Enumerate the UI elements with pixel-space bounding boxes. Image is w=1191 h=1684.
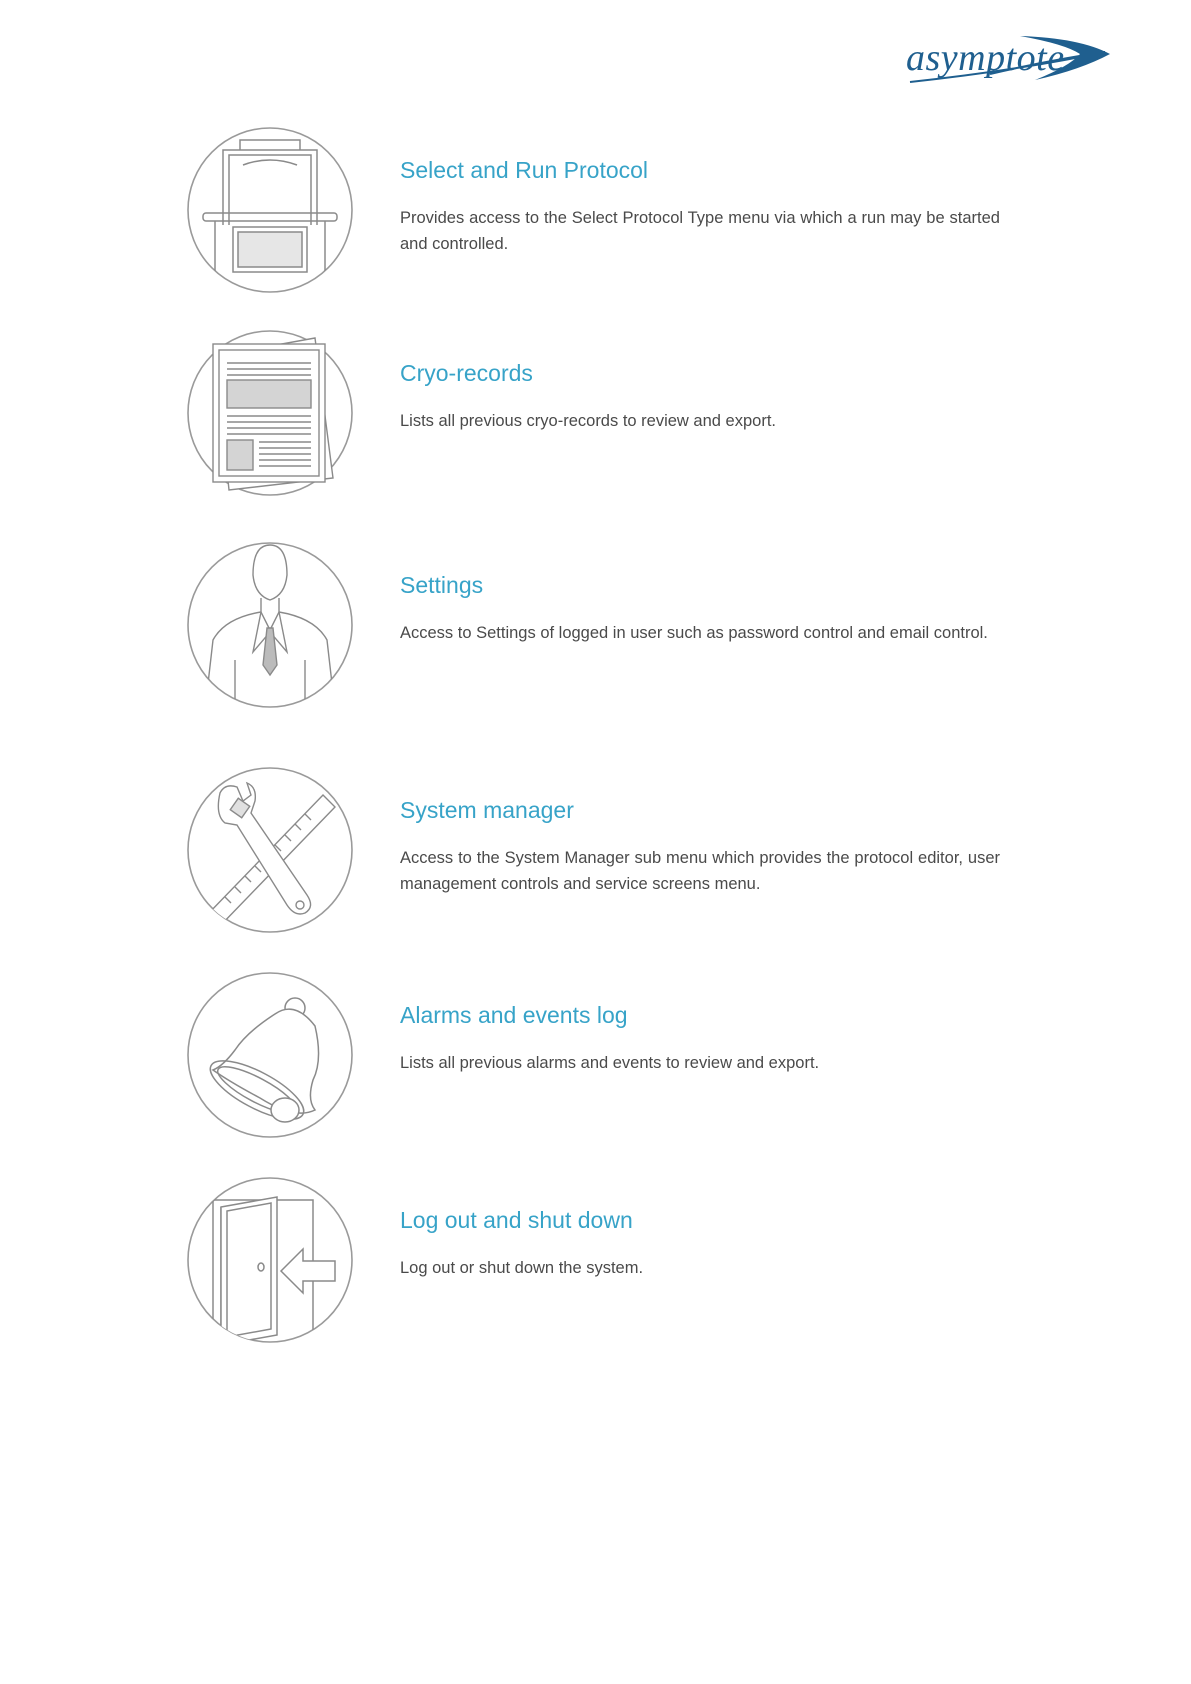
item-title[interactable]: Cryo-records [400,360,533,386]
machine-icon [185,125,355,295]
bell-icon [185,970,355,1140]
menu-item-cryo-records[interactable] [185,328,1015,498]
item-description: Lists all previous cryo-records to review and export. [400,412,776,430]
item-description: Provides access to the Select Protocol Type menu via which a run may be started and controlled. [400,209,1000,253]
item-title[interactable]: Alarms and events log [400,1002,628,1028]
item-description: Access to Settings of logged in user such as password control and email control. [400,624,988,642]
item-title[interactable]: System manager [400,797,574,823]
menu-item-settings[interactable] [185,540,1015,710]
exit-door-icon [185,1175,355,1345]
item-description: Access to the System Manager sub menu which provides the protocol editor, user management controls and service screens menu. [400,849,1000,893]
item-description: Lists all previous alarms and events to review and export. [400,1054,820,1072]
item-description: Log out or shut down the system. [400,1259,644,1277]
menu-item-alarms-events-log[interactable] [185,970,1015,1140]
documents-icon [185,328,355,498]
menu-item-select-run-protocol[interactable] [185,125,1015,295]
item-title[interactable]: Select and Run Protocol [400,157,649,183]
menu-item-log-out-shut-down[interactable] [185,1175,1015,1345]
asymptote-logo [900,30,1120,90]
menu-item-system-manager[interactable] [185,765,1015,935]
tools-icon [185,765,355,935]
item-title[interactable]: Log out and shut down [400,1207,633,1233]
item-title[interactable]: Settings [400,572,484,598]
logo-text: asymptote [906,37,1065,79]
user-icon [185,540,355,710]
